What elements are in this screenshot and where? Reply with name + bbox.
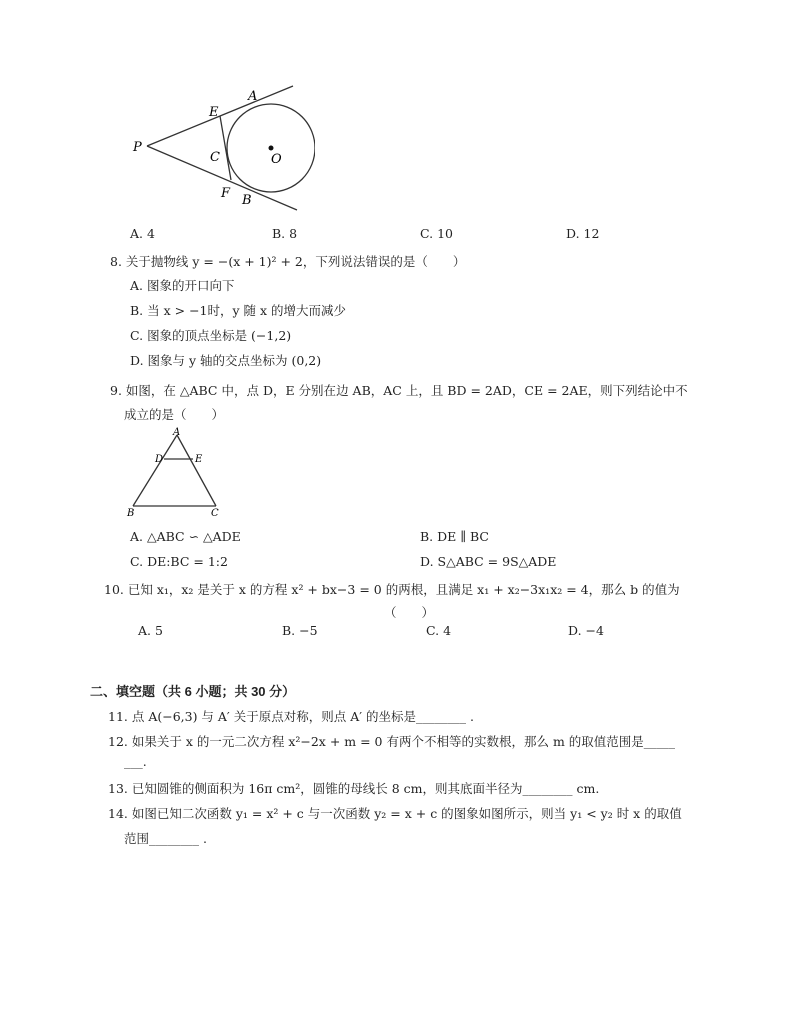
q9-question-line1: 9. 如图，在 △ABC 中，点 D，E 分别在边 AB，AC 上，且 BD = 2AD，CE = 2AE，则下列结论中不 <box>110 383 688 398</box>
center-point <box>269 146 274 151</box>
label-e: E <box>195 454 203 465</box>
tangent-ef <box>220 116 231 180</box>
q8-option-c: C. 图象的顶点坐标是 (−1,2) <box>130 328 292 343</box>
q14-question-line2: 范围________ . <box>124 831 207 846</box>
label-d: D <box>155 454 164 465</box>
section-title: 二、填空题（共 6 小题；共 30 分） <box>90 684 296 699</box>
q8-option-b: B. 当 x > −1时，y 随 x 的增大而减少 <box>130 303 347 318</box>
label-c: C <box>211 508 219 518</box>
q10-option-c: C. 4 <box>426 623 452 638</box>
q7-option-b: B. 8 <box>272 226 298 241</box>
q9-option-a: A. △ABC ∽ △ADE <box>130 529 241 544</box>
q12-question-line2: ___. <box>124 754 147 769</box>
q10-option-d: D. −4 <box>568 623 604 638</box>
triangle-figure <box>125 426 225 518</box>
q12-question-line1: 12. 如果关于 x 的一元二次方程 x²−2x + m = 0 有两个不相等的实数根，那么 m 的取值范围是_____ <box>108 734 676 749</box>
label-o: O <box>271 152 282 167</box>
side-ab <box>133 435 177 506</box>
q9-question-line2: 成立的是（ ） <box>124 407 225 422</box>
q10-paren: （ ） <box>384 605 435 620</box>
q7-option-c: C. 10 <box>420 226 453 241</box>
side-ac <box>177 435 216 506</box>
label-a: A <box>248 89 258 104</box>
q11-question: 11. 点 A(−6,3) 与 A′ 关于原点对称，则点 A′ 的坐标是________ . <box>108 709 475 724</box>
q10-option-a: A. 5 <box>138 623 163 638</box>
q8-option-a: A. 图象的开口向下 <box>130 278 235 293</box>
label-c: C <box>210 150 220 165</box>
tangent-circle-figure <box>125 80 315 212</box>
label-p: P <box>133 140 142 155</box>
label-e: E <box>209 105 219 120</box>
q7-option-d: D. 12 <box>566 226 600 241</box>
label-a: A <box>173 427 181 438</box>
q13-question: 13. 已知圆锥的侧面积为 16π cm²，圆锥的母线长 8 cm，则其底面半径为________ cm. <box>108 781 600 796</box>
label-f: F <box>221 186 231 201</box>
label-b: B <box>242 193 252 208</box>
q7-option-a: A. 4 <box>130 226 155 241</box>
q10-question-line1: 10. 已知 x₁，x₂ 是关于 x 的方程 x² + bx−3 = 0 的两根，且满足 x₁ + x₂−3x₁x₂ = 4，那么 b 的值为 <box>104 582 680 597</box>
q8-option-d: D. 图象与 y 轴的交点坐标为 (0,2) <box>130 353 322 368</box>
q9-option-c: C. DE:BC = 1:2 <box>130 554 228 569</box>
q9-option-b: B. DE ∥ BC <box>420 529 489 544</box>
q9-option-d: D. S△ABC = 9S△ADE <box>420 554 557 569</box>
q14-question-line1: 14. 如图已知二次函数 y₁ = x² + c 与一次函数 y₂ = x + c 的图象如图所示，则当 y₁ < y₂ 时 x 的取值 <box>108 806 682 821</box>
q10-option-b: B. −5 <box>282 623 318 638</box>
q8-question: 8. 关于抛物线 y = −(x + 1)² + 2，下列说法错误的是（ ） <box>110 254 466 269</box>
label-b: B <box>127 508 135 518</box>
